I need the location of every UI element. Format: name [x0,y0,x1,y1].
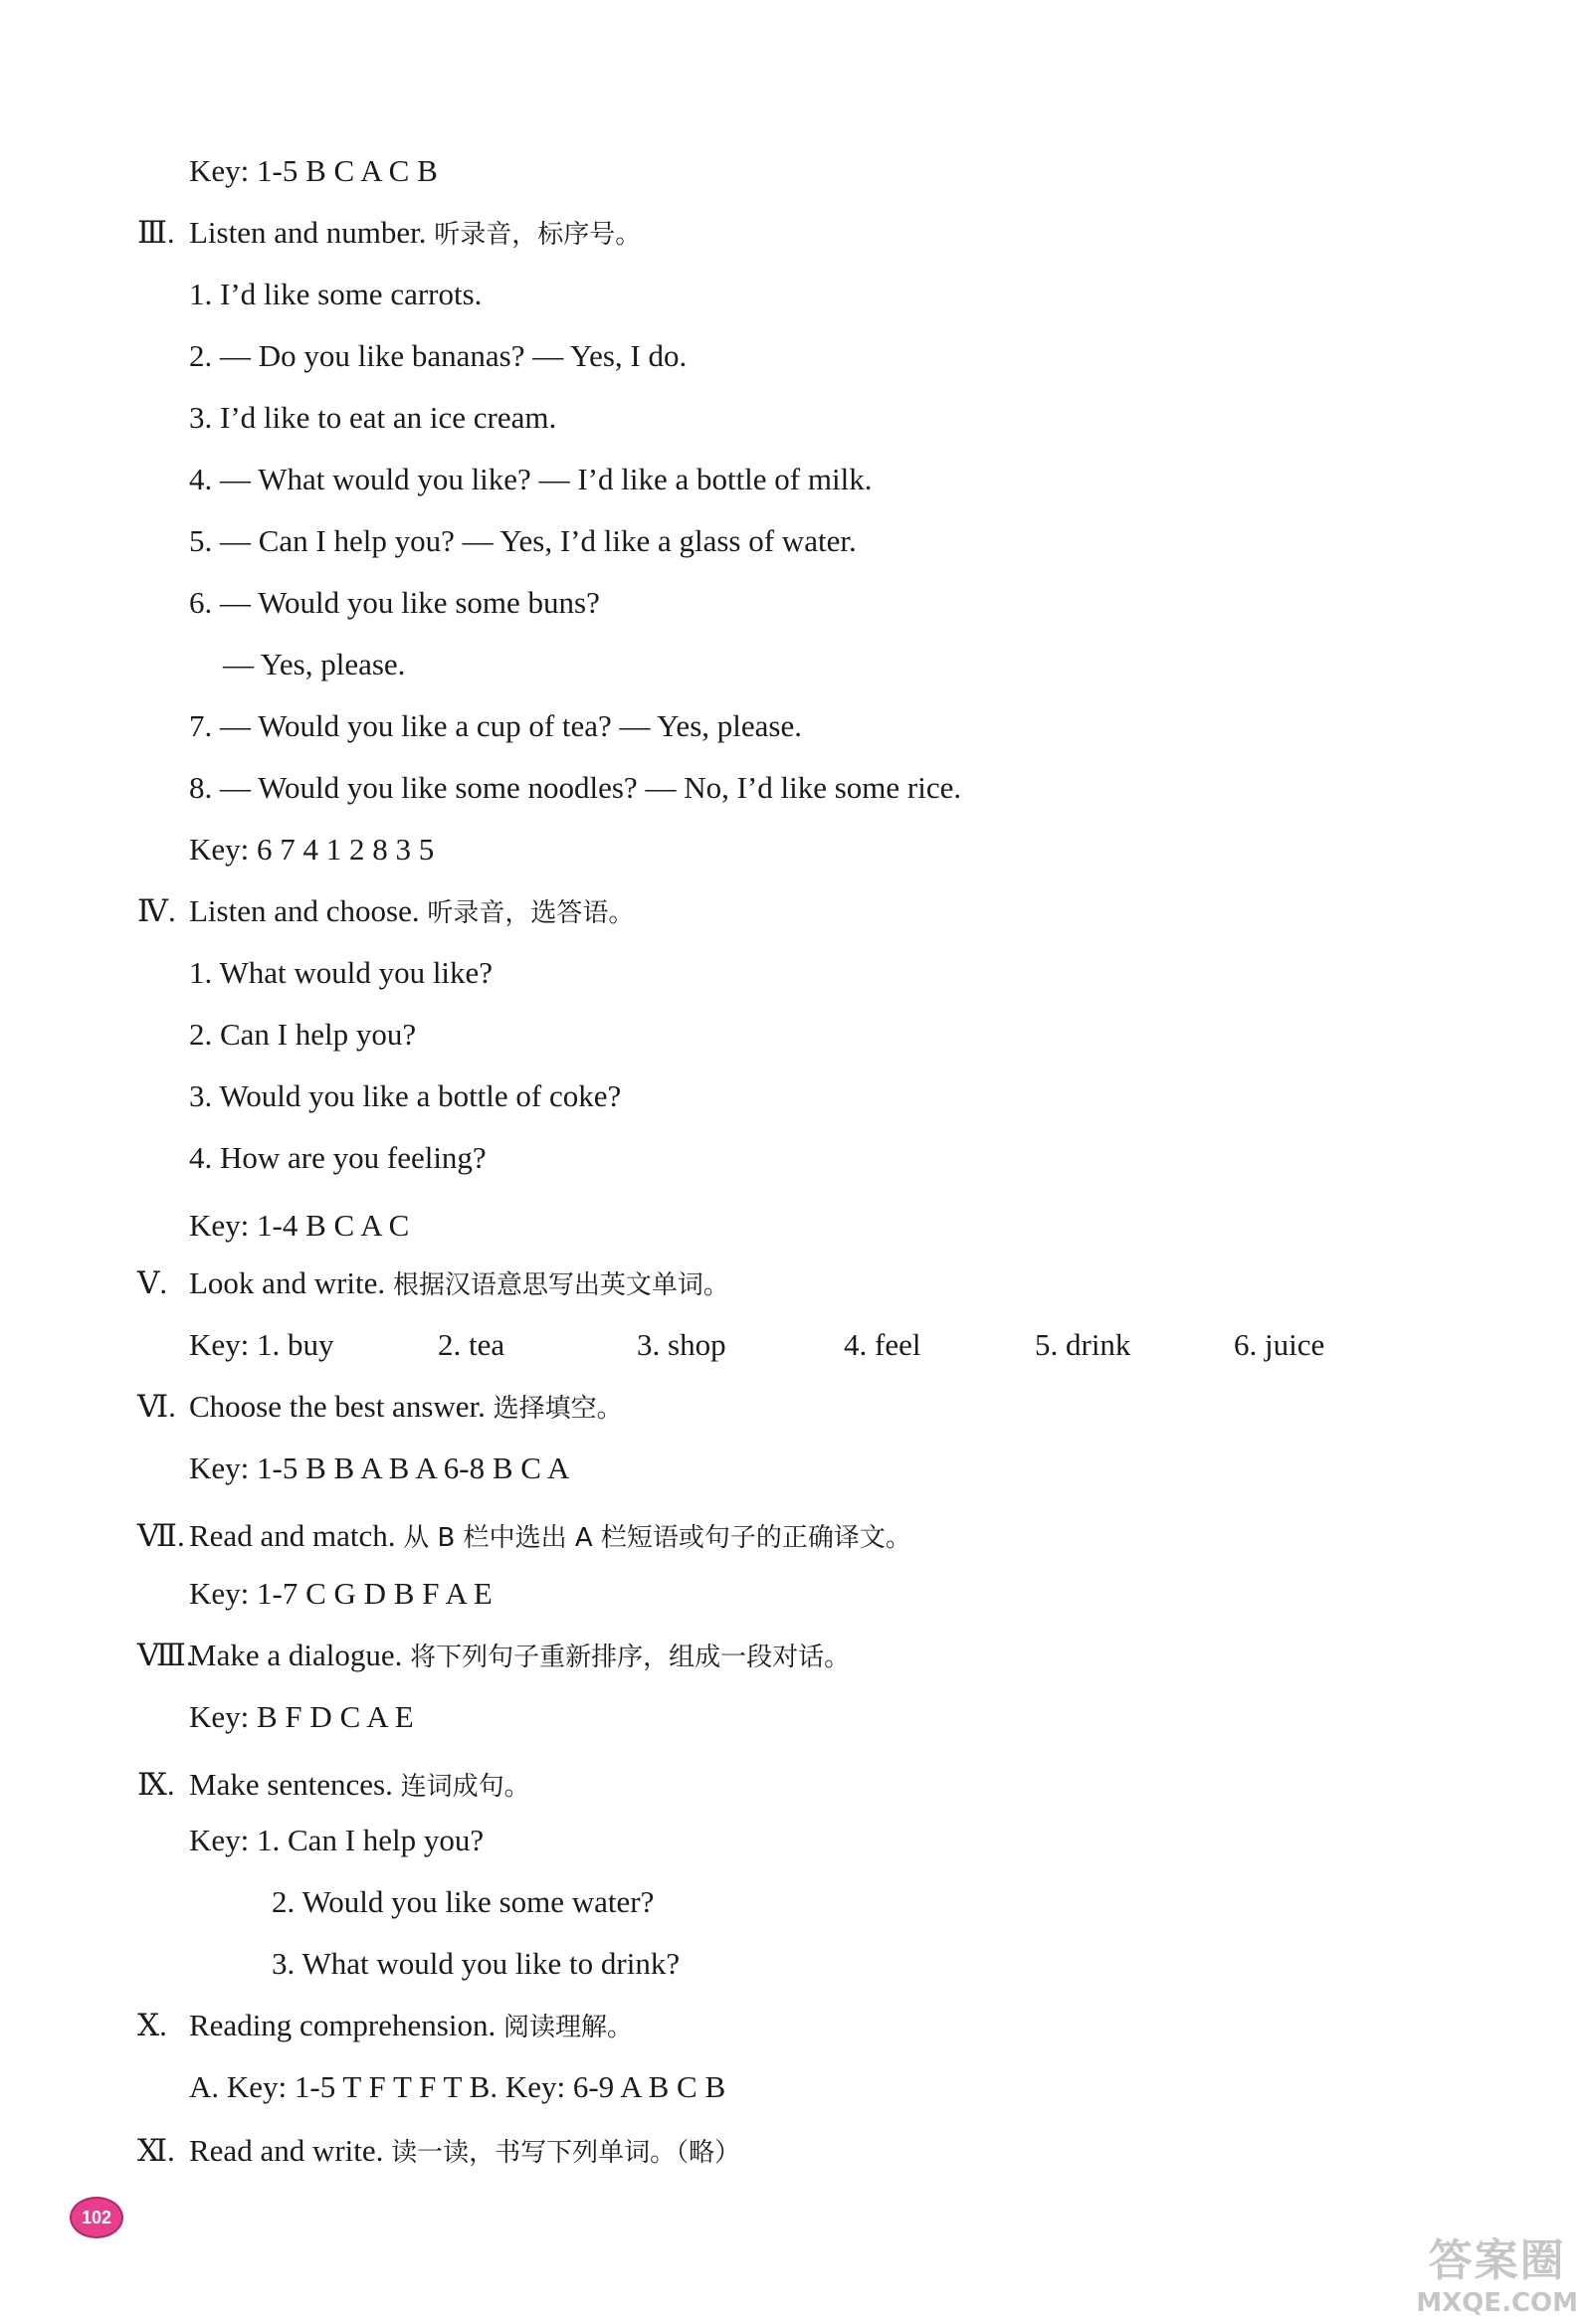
list-item: 2. Can I help you? [189,1017,417,1052]
section-number: Ⅹ. [137,2008,167,2042]
answer-key-item: 2. Would you like some water? [272,1884,655,1919]
answer-key-item: 3. What would you like to drink? [272,1946,681,1981]
answer-key: Key: 1-4 B C A C [189,1208,410,1243]
answer-key: Key: 1. Can I help you? [189,1823,485,1857]
list-item-reply: — Yes, please. [223,647,406,681]
section-title-zh: 从 B 栏中选出 A 栏短语或句子的正确译文。 [403,1523,911,1553]
section-title [189,2006,633,2047]
section-title [189,1263,729,1305]
list-item: 1. What would you like? [189,955,494,990]
section-title-en: Look and write. [189,1265,386,1300]
section-title-zh: 选择填空。 [493,1394,623,1424]
section-number: Ⅳ. [137,893,176,928]
answer-key-item: 6. juice [1234,1327,1325,1362]
section-title-en: Make a dialogue. [189,1638,403,1672]
section-title [189,213,641,255]
list-item: 4. How are you feeling? [189,1140,487,1175]
section-title-zh: 连词成句。 [400,1772,530,1802]
list-item: 5. — Can I help you? — Yes, I’d like a glass of water. [189,523,857,558]
section-title-en: Reading comprehension. [189,2008,497,2042]
watermark-logo [1416,2225,1578,2318]
list-item: 2. — Do you like bananas? — Yes, I do. [189,338,688,373]
answer-key-item: 5. drink [1035,1327,1131,1362]
section-title-zh: 阅读理解。 [502,2013,633,2042]
section-number: Ⅲ. [137,215,175,250]
section-title-en: Read and write. [189,2133,384,2168]
page-number-badge: 102 [70,2197,123,2238]
section-number: Ⅵ. [137,1389,176,1424]
section-title [189,1765,530,1807]
section-title [189,1387,623,1429]
section-title-zh: 听录音，选答语。 [427,898,635,928]
watermark-url: MXQE.COM [1416,2288,1578,2318]
section-title-zh: 读一读，书写下列单词。（略） [391,2138,741,2168]
answer-key: Key: 1-5 B B A B A 6-8 B C A [189,1451,570,1485]
section-number: Ⅶ. [137,1518,185,1553]
list-item: 8. — Would you like some noodles? — No, I’d like some rice. [189,770,962,805]
answer-key: A. Key: 1-5 T F T F T B. Key: 6-9 A B C B [189,2069,726,2104]
section-title-en: Listen and number. [189,215,427,250]
section-number: Ⅸ. [137,1767,175,1802]
list-item: 7. — Would you like a cup of tea? — Yes, please. [189,708,802,743]
section-title-en: Make sentences. [189,1767,393,1802]
answer-key-item: 3. shop [637,1327,726,1362]
section-number: Ⅺ. [137,2133,175,2168]
section-title-en: Choose the best answer. [189,1389,486,1424]
answer-key: Key: 1-5 B C A C B [189,153,438,188]
list-item: 3. Would you like a bottle of coke? [189,1078,622,1113]
answer-key: Key: 6 7 4 1 2 8 3 5 [189,832,435,867]
answer-key: Key: B F D C A E [189,1699,414,1734]
list-item: 3. I’d like to eat an ice cream. [189,400,557,435]
section-title-en: Read and match. [189,1518,396,1553]
section-title-zh: 听录音，标序号。 [434,220,642,250]
section-title-zh: 将下列句子重新排序，组成一段对话。 [410,1643,851,1672]
section-title [189,1636,850,1677]
answer-key: Key: 1-7 C G D B F A E [189,1576,493,1611]
list-item: 1. I’d like some carrots. [189,277,483,311]
section-number: Ⅴ. [137,1265,168,1300]
section-title [189,1516,911,1558]
list-item: 6. — Would you like some buns? [189,585,600,620]
watermark-text-cn: 答案圈 [1428,2235,1566,2286]
list-item: 4. — What would you like? — I’d like a bottle of milk. [189,462,873,496]
answer-key-item: 2. tea [438,1327,505,1362]
answer-key-item: 4. feel [844,1327,921,1362]
section-title [189,2131,740,2173]
section-title-en: Listen and choose. [189,893,420,928]
section-title [189,891,634,933]
section-title-zh: 根据汉语意思写出英文单词。 [392,1270,729,1300]
section-number: Ⅷ. [137,1638,194,1672]
answer-key: Key: 1. buy [189,1327,334,1362]
